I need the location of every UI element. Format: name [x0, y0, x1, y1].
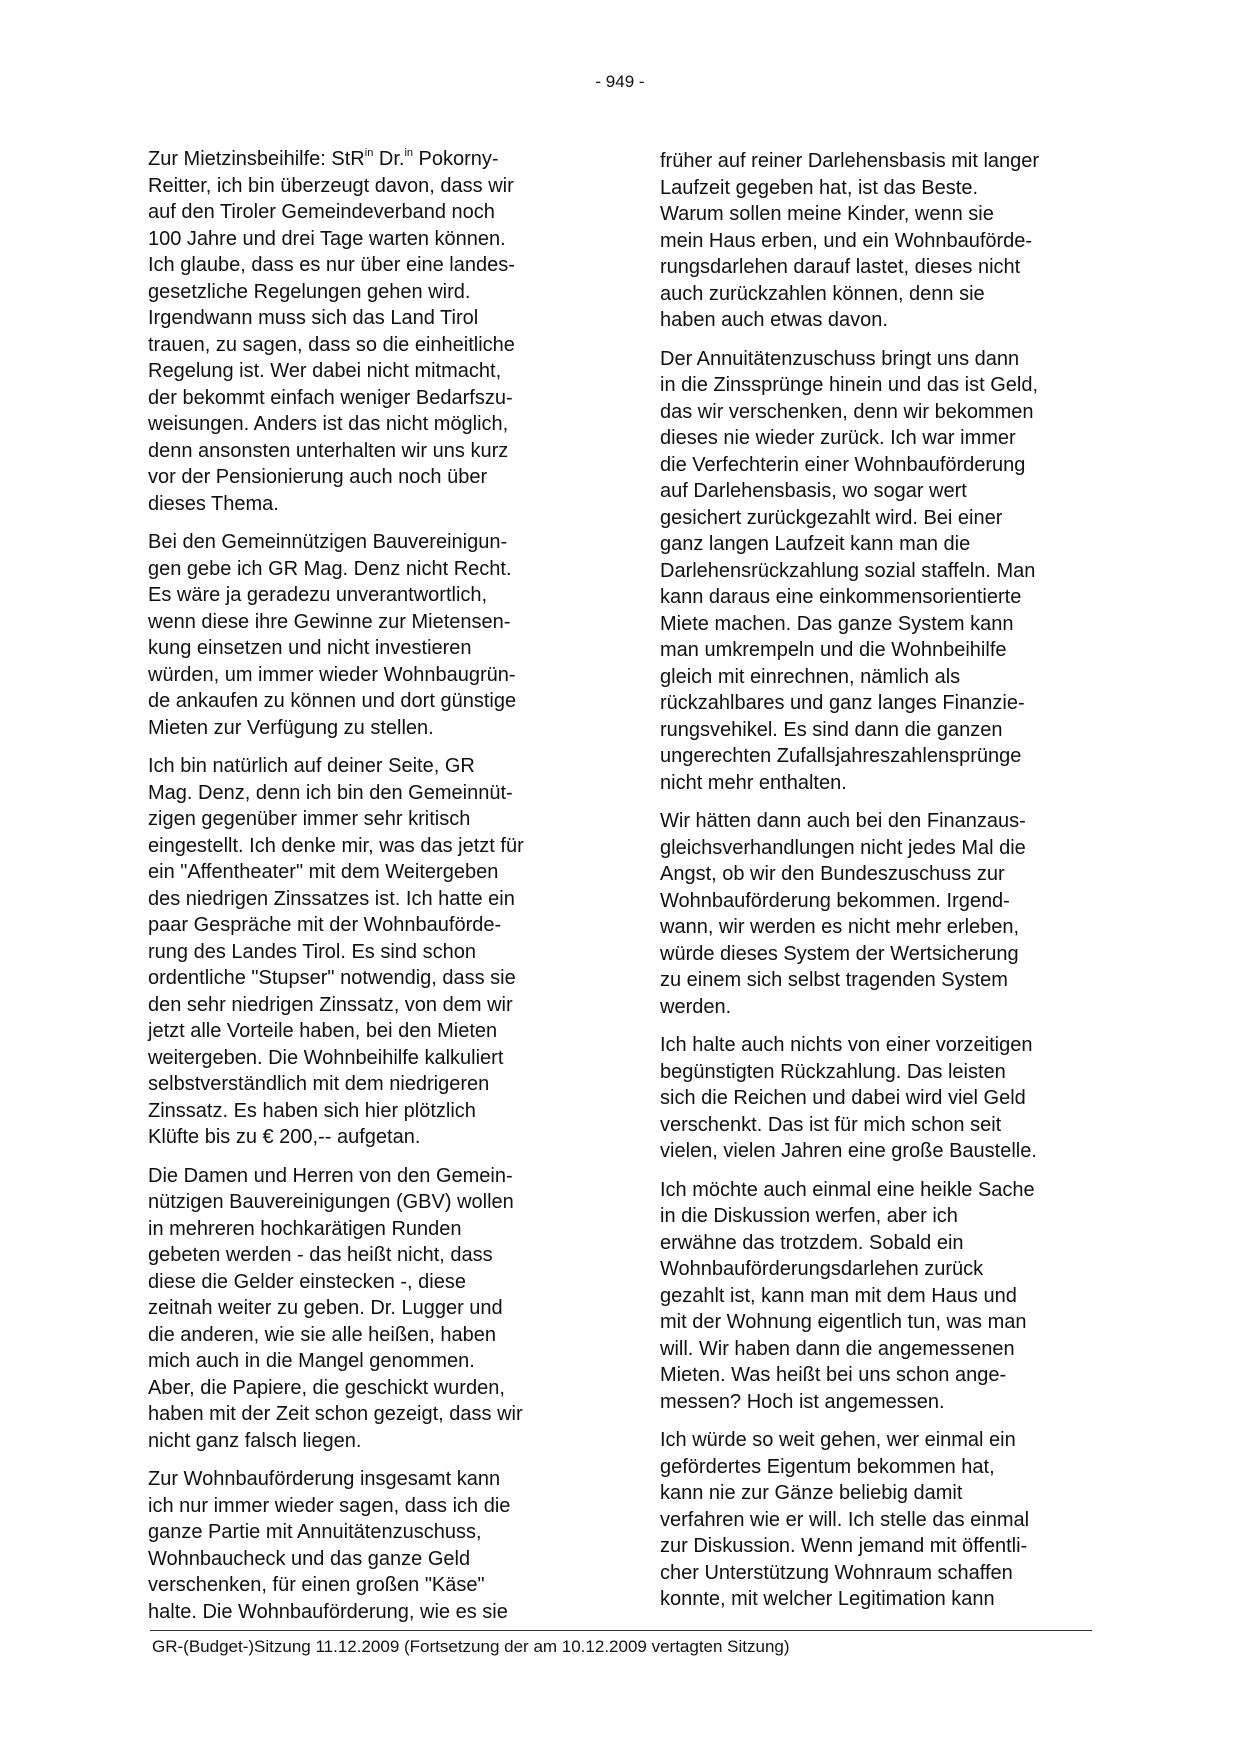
body-paragraph [660, 346, 1096, 797]
text-line: gesichert zurückgezahlt wird. Bei einer [660, 506, 1003, 529]
text-line: Wohnbauförderung bekommen. Irgend- [660, 889, 1010, 912]
text-line: paar Gespräche mit der Wohnbauförde- [148, 914, 502, 936]
text-line: rungsdarlehen darauf lastet, dieses nicht [660, 256, 1021, 278]
text-line: mich auch in die Mangel genommen. [148, 1350, 475, 1372]
text-line: begünstigten Rückzahlung. Das leisten [660, 1060, 1006, 1083]
text-line: ungerechten Zufallsjahreszahlensprünge [660, 745, 1022, 767]
text-line: rungsvehikel. Es sind dann die ganzen [660, 718, 1003, 741]
page-number: - 949 - [595, 72, 645, 91]
text-line: ganz langen Laufzeit kann man die [660, 533, 971, 555]
text-line: Miete machen. Das ganze System kann [660, 612, 1014, 635]
text-line: weitergeben. Die Wohnbeihilfe kalkuliert [148, 1046, 504, 1069]
text-line: mein Haus erben, und ein Wohnbauförde- [660, 229, 1033, 252]
text-line: halte. Die Wohnbauförderung, wie es sie [148, 1600, 508, 1623]
text-line: nicht mehr enthalten. [660, 771, 847, 794]
text-line: ordentliche "Stupser" notwendig, dass sie [148, 967, 516, 989]
text-line: Ich halte auch nichts von einer vorzeitigen [660, 1034, 1033, 1056]
text-line: cher Unterstützung Wohnraum schaffen [660, 1561, 1013, 1584]
text-line: verschenken, für einen großen "Käse" [148, 1574, 485, 1596]
text-line: vor der Pensionierung auch noch über [148, 466, 488, 488]
footer-divider [150, 1630, 1092, 1631]
text-line: kung einsetzen und nicht investieren [148, 637, 472, 659]
text-line: verschenkt. Das ist für mich schon seit [660, 1113, 1002, 1136]
text-line: rung des Landes Tirol. Es sind schon [148, 940, 476, 963]
text-line: konnte, mit welcher Legitimation kann [660, 1588, 995, 1610]
text-line: würden, um immer wieder Wohnbaugrün- [148, 663, 516, 686]
text-line: Die Damen und Herren von den Gemein- [148, 1164, 513, 1187]
text-line: Ich bin natürlich auf deiner Seite, GR [148, 755, 475, 777]
text-line: Klüfte bis zu € 200,-- aufgetan. [148, 1126, 421, 1148]
text-line: nützigen Bauvereinigungen (GBV) wollen [148, 1191, 514, 1213]
body-paragraph [148, 753, 584, 1151]
text-line: dieses nie wieder zurück. Ich war immer [660, 427, 1016, 449]
superscript-text: in [364, 147, 374, 159]
text-line: trauen, zu sagen, dass so die einheitliche [148, 333, 515, 356]
text-line: Warum sollen meine Kinder, wenn sie [660, 203, 994, 225]
text-line: auch zurückzahlen können, denn sie [660, 282, 985, 305]
text-line: gen gebe ich GR Mag. Denz nicht Recht. [148, 557, 512, 580]
right-column [660, 148, 1096, 1625]
body-paragraph [148, 529, 584, 741]
text-line: Der Annuitätenzuschuss bringt uns dann [660, 347, 1020, 370]
text-line: Bei den Gemeinnützigen Bauvereinigun- [148, 531, 508, 553]
text-line: diese die Gelder einstecken -, diese [148, 1270, 466, 1293]
text-line: Ich glaube, dass es nur über eine landes- [148, 254, 515, 276]
text-run: Pokorny- [413, 148, 499, 170]
text-line: des niedrigen Zinssatzes ist. Ich hatte ein [148, 887, 515, 910]
text-line: Zur Wohnbauförderung insgesamt kann [148, 1468, 501, 1490]
text-line: erwähne das trotzdem. Sobald ein [660, 1231, 964, 1254]
text-line: der bekommt einfach weniger Bedarfszu- [148, 386, 513, 409]
text-line: Angst, ob wir den Bundeszuschuss zur [660, 863, 1005, 885]
text-line: Laufzeit gegeben hat, ist das Beste. [660, 176, 978, 199]
text-line: zigen gegenüber immer sehr kritisch [148, 808, 471, 830]
text-line: in die Diskussion werfen, aber ich [660, 1205, 958, 1227]
text-line: verfahren wie er will. Ich stelle das einmal [660, 1508, 1030, 1531]
text-line: Regelung ist. Wer dabei nicht mitmacht, [148, 360, 502, 382]
body-paragraph [660, 808, 1096, 1020]
text-line: nicht ganz falsch liegen. [148, 1429, 362, 1452]
body-paragraph [660, 148, 1096, 334]
text-line: wenn diese ihre Gewinne zur Mietensen- [148, 610, 511, 633]
text-line: den sehr niedrigen Zinssatz, von dem wir [148, 993, 513, 1016]
text-line: weisungen. Anders ist das nicht möglich, [148, 413, 509, 435]
text-line: de ankaufen zu können und dort günstige [148, 690, 517, 712]
text-line: haben mit der Zeit schon gezeigt, dass wir [148, 1403, 523, 1425]
text-line: zu einem sich selbst tragenden System [660, 969, 1008, 991]
text-line: Wir hätten dann auch bei den Finanzaus- [660, 810, 1026, 832]
text-line: zeitnah weiter zu geben. Dr. Lugger und [148, 1297, 503, 1319]
text-line: kann daraus eine einkommensorientierte [660, 586, 1022, 608]
text-line: eingestellt. Ich denke mir, was das jetzt für [148, 834, 524, 857]
text-line: Ich würde so weit gehen, wer einmal ein [660, 1429, 1016, 1451]
text-line: Irgendwann muss sich das Land Tirol [148, 307, 479, 329]
text-line: sich die Reichen und dabei wird viel Geld [660, 1087, 1026, 1109]
text-line: ein "Affentheater" mit dem Weitergeben [148, 861, 499, 883]
left-column [148, 146, 584, 1637]
text-line: rückzahlbares und ganz langes Finanzie- [660, 692, 1025, 714]
text-line: will. Wir haben dann die angemessenen [660, 1337, 1015, 1360]
text-line: mit der Wohnung eigentlich tun, was man [660, 1311, 1027, 1333]
body-paragraph [660, 1427, 1096, 1613]
text-line: werden. [660, 995, 732, 1018]
text-line: Zinssatz. Es haben sich hier plötzlich [148, 1099, 476, 1122]
text-line: Darlehensrückzahlung sozial staffeln. Man [660, 559, 1036, 582]
text-line: Mieten zur Verfügung zu stellen. [148, 716, 434, 739]
text-line: in mehreren hochkarätigen Runden [148, 1217, 462, 1240]
text-line: in die Zinssprünge hinein und das ist Geld, [660, 374, 1039, 396]
text-line: gefördertes Eigentum bekommen hat, [660, 1455, 995, 1478]
text-line: zur Diskussion. Wenn jemand mit öffentli- [660, 1535, 1028, 1557]
body-paragraph [148, 1163, 584, 1455]
text-line: haben auch etwas davon. [660, 309, 888, 331]
text-line: vielen, vielen Jahren eine große Baustelle. [660, 1140, 1037, 1162]
text-line: das wir verschenken, denn wir bekommen [660, 400, 1034, 423]
text-line: kann nie zur Gänze beliebig damit [660, 1482, 963, 1504]
footer-session-info: GR-(Budget-)Sitzung 11.12.2009 (Fortsetzung der am 10.12.2009 vertagten Sitzung) [152, 1637, 790, 1656]
text-line: Mag. Denz, denn ich bin den Gemeinnüt- [148, 781, 513, 804]
text-line: Reitter, ich bin überzeugt davon, dass wir [148, 174, 514, 197]
text-line [148, 146, 584, 173]
body-paragraph [148, 1466, 584, 1625]
body-paragraph [660, 1177, 1096, 1416]
text-line: selbstverständlich mit dem niedrigeren [148, 1073, 490, 1095]
text-line: früher auf reiner Darlehensbasis mit langer [660, 150, 1040, 172]
text-line: auf den Tiroler Gemeindeverband noch [148, 201, 495, 223]
text-line: würde dieses System der Wertsicherung [660, 942, 1019, 965]
text-line: gezahlt ist, kann man mit dem Haus und [660, 1284, 1017, 1307]
text-line: ich nur immer wieder sagen, dass ich die [148, 1494, 511, 1517]
superscript-text: in [404, 147, 413, 159]
text-line: die anderen, wie sie alle heißen, haben [148, 1323, 497, 1346]
text-line: Es wäre ja geradezu unverantwortlich, [148, 584, 488, 606]
text-line: gleichsverhandlungen nicht jedes Mal die [660, 836, 1026, 859]
text-run: Dr. [373, 148, 405, 170]
text-line: Ich möchte auch einmal eine heikle Sache [660, 1178, 1035, 1201]
text-line: 100 Jahre und drei Tage warten können. [148, 227, 506, 250]
text-line: auf Darlehensbasis, wo sogar wert [660, 480, 967, 502]
text-line: Wohnbauförderungsdarlehen zurück [660, 1258, 984, 1280]
text-line: Wohnbaucheck und das ganze Geld [148, 1547, 471, 1570]
text-run: Zur Mietzinsbeihilfe: StR [148, 148, 365, 170]
body-paragraph [148, 146, 584, 517]
text-line: man umkrempeln und die Wohnbeihilfe [660, 639, 1007, 661]
text-line: gesetzliche Regelungen gehen wird. [148, 280, 471, 303]
text-line: Aber, die Papiere, die geschickt wurden, [148, 1376, 505, 1399]
text-line: jetzt alle Vorteile haben, bei den Mieten [148, 1020, 498, 1042]
text-line: messen? Hoch ist angemessen. [660, 1390, 945, 1413]
text-line: Mieten. Was heißt bei uns schon ange- [660, 1364, 1007, 1386]
body-paragraph [660, 1032, 1096, 1165]
text-line: gebeten werden - das heißt nicht, dass [148, 1244, 493, 1266]
text-line: die Verfechterin einer Wohnbauförderung [660, 453, 1026, 476]
text-line: gleich mit einrechnen, nämlich als [660, 665, 961, 688]
text-line: dieses Thema. [148, 492, 279, 515]
text-line: denn ansonsten unterhalten wir uns kurz [148, 439, 509, 462]
text-line: wann, wir werden es nicht mehr erleben, [660, 916, 1020, 938]
text-line: ganze Partie mit Annuitätenzuschuss, [148, 1521, 482, 1543]
